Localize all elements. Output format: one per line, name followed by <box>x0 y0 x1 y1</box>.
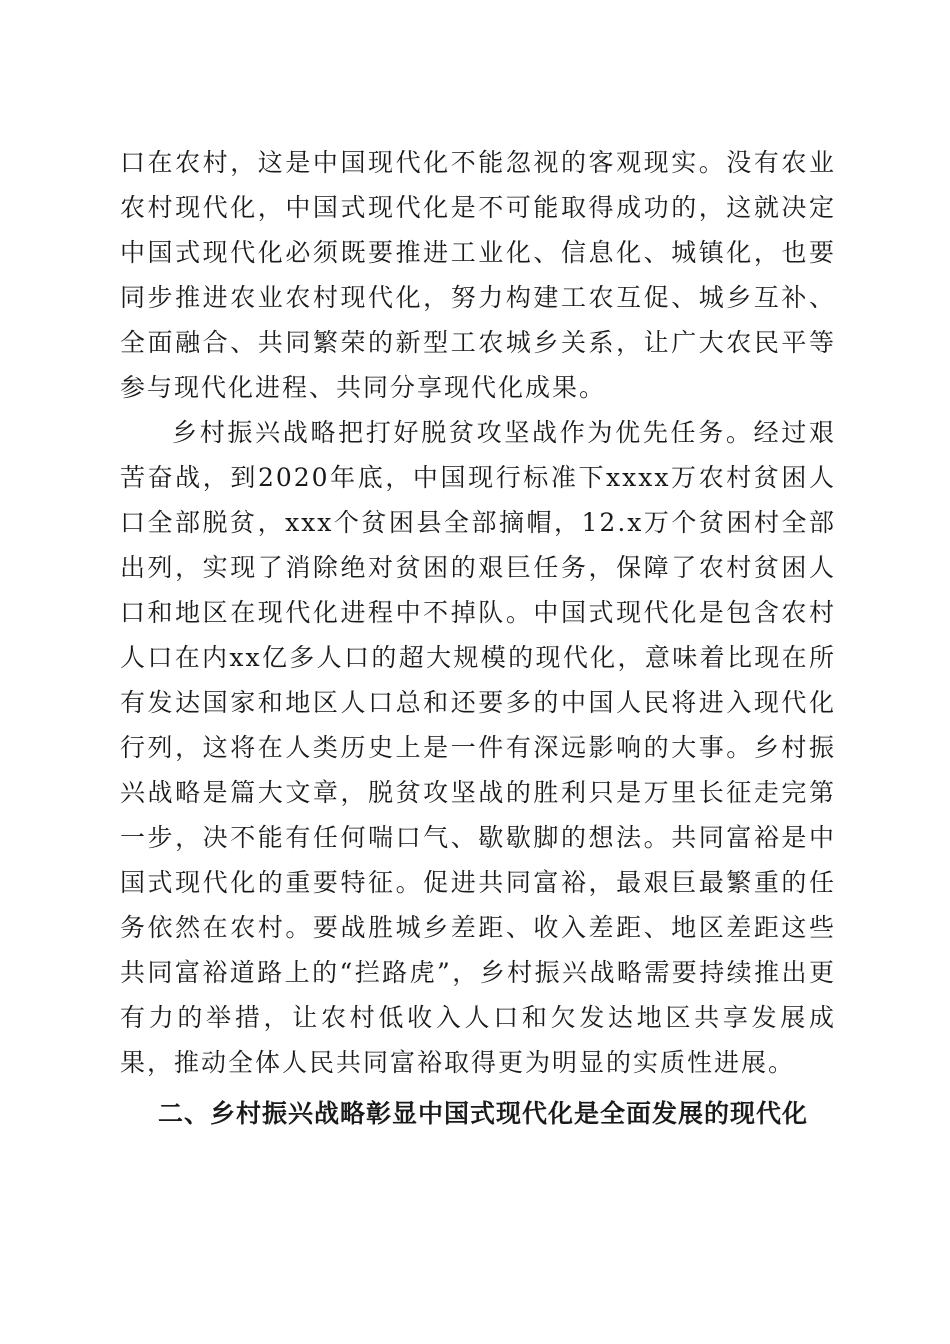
paragraph-poverty-alleviation: 乡村振兴战略把打好脱贫攻坚战作为优先任务。经过艰苦奋战，到2020年底，中国现行标准下xxxx万农村贫困人口全部脱贫，xxx个贫困县全部摘帽，12.x万个贫困村全部出列，实现了消除绝对贫困的艰巨任务，保障了农村贫困人口和地区在现代化进程中不掉队。中国式现代化是包含农村人口在内xx亿多人口的超大规模的现代化，意味着比现在所有发达国家和地区人口总和还要多的中国人民将进入现代化行列，这将在人类历史上是一件有深远影响的大事。乡村振兴战略是篇大文章，脱贫攻坚战的胜利只是万里长征走完第一步，决不能有任何喘口气、歇歇脚的想法。共同富裕是中国式现代化的重要特征。促进共同富裕，最艰巨最繁重的任务依然在农村。要战胜城乡差距、收入差距、地区差距这些共同富裕道路上的“拦路虎”，乡村振兴战略需要持续推出更有力的举措，让农村低收入人口和欠发达地区共享发展成果，推动全体人民共同富裕取得更为明显的实质性进展。 <box>120 418 836 1077</box>
document-page <box>120 140 836 1136</box>
section-heading: 二、乡村振兴战略彰显中国式现代化是全面发展的现代化 <box>158 1099 809 1128</box>
paragraph-continued: 口在农村，这是中国现代化不能忽视的客观现实。没有农业农村现代化，中国式现代化是不可能取得成功的，这就决定中国式现代化必须既要推进工业化、信息化、城镇化，也要同步推进农业农村现代化，努力构建工农互促、城乡互补、全面融合、共同繁荣的新型工农城乡关系，让广大农民平等参与现代化进程、共同分享现代化成果。 <box>120 148 836 402</box>
